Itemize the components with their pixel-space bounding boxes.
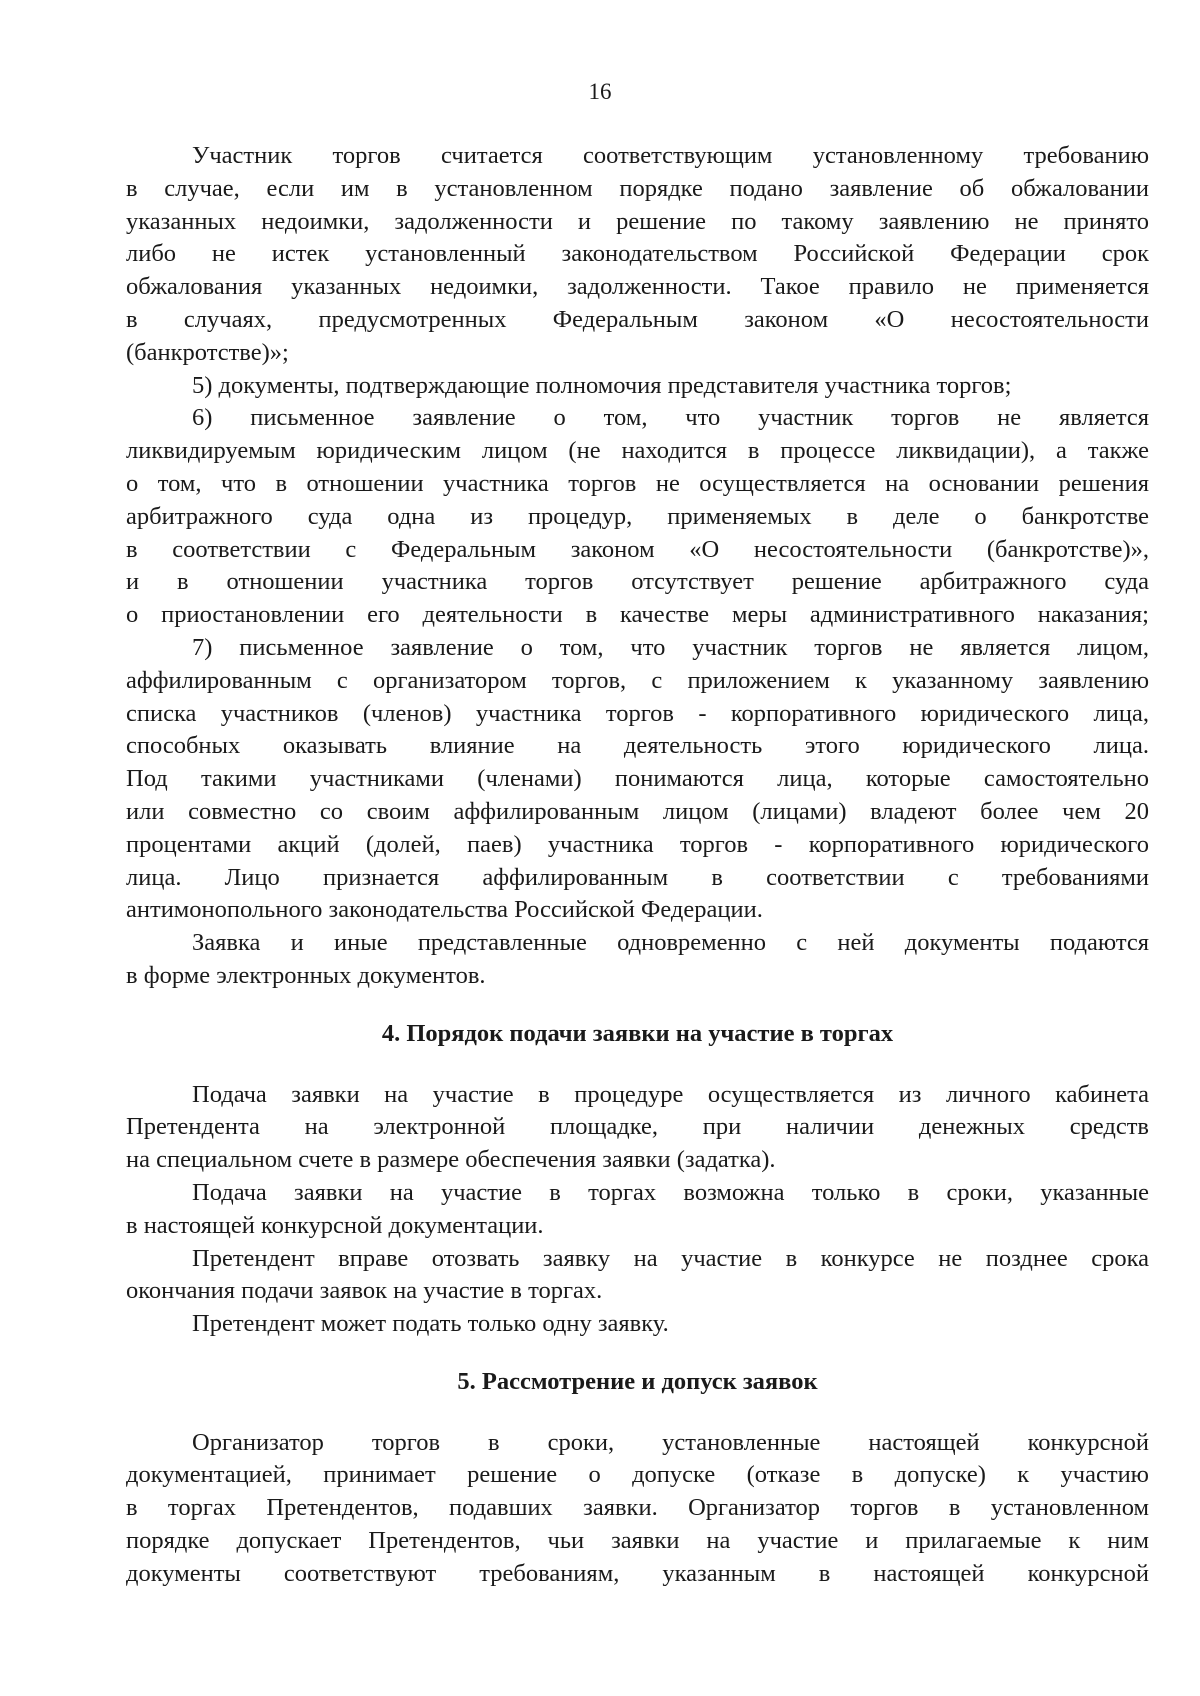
text-line: в соответствии с Федеральным законом «О несостоятельности (банкротстве)», bbox=[126, 535, 1149, 563]
text-line: Организатор торгов в сроки, установленные настоящей конкурсной bbox=[192, 1428, 1149, 1456]
text-line: обжалования указанных недоимки, задолженности. Такое правило не применяется bbox=[126, 273, 1149, 301]
text-line: в случаях, предусмотренных Федеральным законом «О несостоятельности bbox=[126, 305, 1149, 333]
page-number: 16 bbox=[588, 79, 612, 104]
text-line: лица. Лицо признается аффилированным в соответствии с требованиями bbox=[126, 863, 1149, 891]
text-line: документы соответствуют требованиям, указанным в настоящей конкурсной bbox=[126, 1559, 1149, 1587]
text-line: Участник торгов считается соответствующим установленному требованию bbox=[192, 142, 1149, 169]
list-item-7 bbox=[126, 632, 1149, 927]
text-line: в форме электронных документов. bbox=[126, 961, 486, 989]
text-line: Подача заявки на участие в процедуре осуществляется из личного кабинета bbox=[192, 1080, 1149, 1108]
text-line: Претендент вправе отозвать заявку на участие в конкурсе не позднее срока bbox=[192, 1244, 1149, 1272]
text-line: порядке допускает Претендентов, чьи заявки на участие и прилагаемые к ним bbox=[126, 1527, 1149, 1555]
text-line: 5) документы, подтверждающие полномочия представителя участника торгов; bbox=[192, 371, 1012, 399]
text-line: Заявка и иные представленные одновременно с ней документы подаются bbox=[192, 929, 1149, 957]
text-line: на специальном счете в размере обеспечения заявки (задатка). bbox=[126, 1146, 776, 1174]
text-line: указанных недоимки, задолженности и решение по такому заявлению не принято bbox=[126, 207, 1149, 235]
text-line: процентами акций (долей, паев) участника торгов - корпоративного юридического bbox=[126, 830, 1149, 858]
paragraph-electronic-forms bbox=[126, 927, 1149, 993]
text-line: и в отношении участника торгов отсутствует решение арбитражного суда bbox=[126, 568, 1149, 596]
text-line: Претендент может подать только одну заявку. bbox=[192, 1310, 669, 1338]
section4-paragraph-1 bbox=[126, 1079, 1149, 1177]
section4-paragraph-4 bbox=[126, 1308, 1149, 1341]
text-line: о приостановлении его деятельности в качестве меры административного наказания; bbox=[126, 601, 1149, 629]
text-line: 6) письменное заявление о том, что участник торгов не является bbox=[192, 404, 1149, 432]
text-line: арбитражного суда одна из процедур, применяемых в деле о банкротстве bbox=[126, 502, 1149, 530]
text-line: в настоящей конкурсной документации. bbox=[126, 1211, 544, 1239]
text-line: Претендента на электронной площадке, при наличии денежных средств bbox=[126, 1113, 1149, 1141]
list-item-5 bbox=[126, 370, 1149, 403]
text-line: способных оказывать влияние на деятельность этого юридического лица. bbox=[126, 732, 1149, 760]
text-line: антимонопольного законодательства Российской Федерации. bbox=[126, 896, 763, 924]
text-line: или совместно со своим аффилированным лицом (лицами) владеют более чем 20 bbox=[126, 797, 1149, 825]
text-line: 7) письменное заявление о том, что участник торгов не является лицом, bbox=[192, 633, 1149, 661]
paragraph-participant-compliance bbox=[126, 140, 1149, 370]
text-line: в случае, если им в установленном порядке подано заявление об обжаловании bbox=[126, 174, 1149, 202]
section-heading-4: 4. Порядок подачи заявки на участие в торгах bbox=[381, 1019, 894, 1047]
list-item-6 bbox=[126, 402, 1149, 632]
text-line: аффилированным с организатором торгов, с приложением к указанному заявлению bbox=[126, 666, 1149, 694]
text-line: Под такими участниками (членами) понимаются лица, которые самостоятельно bbox=[126, 765, 1149, 793]
section4-paragraph-3 bbox=[126, 1243, 1149, 1309]
section5-paragraph-1 bbox=[126, 1427, 1149, 1591]
text-line: окончания подачи заявок на участие в торгах. bbox=[126, 1277, 603, 1305]
text-line: либо не истек установленный законодательством Российской Федерации срок bbox=[126, 240, 1149, 268]
text-line: в торгах Претендентов, подавших заявки. Организатор торгов в установленном bbox=[126, 1494, 1149, 1522]
text-line: списка участников (членов) участника торгов - корпоративного юридического лица, bbox=[126, 699, 1149, 727]
text-line: документацией, принимает решение о допуске (отказе в допуске) к участию bbox=[126, 1461, 1149, 1489]
text-line: Подача заявки на участие в торгах возможна только в сроки, указанные bbox=[192, 1178, 1149, 1206]
section-heading-5: 5. Рассмотрение и допуск заявок bbox=[457, 1367, 818, 1395]
text-line: о том, что в отношении участника торгов не осуществляется на основании решения bbox=[126, 469, 1149, 497]
page-body bbox=[126, 140, 1149, 1591]
text-line: (банкротстве)»; bbox=[126, 338, 289, 366]
section4-paragraph-2 bbox=[126, 1177, 1149, 1243]
text-line: ликвидируемым юридическим лицом (не находится в процессе ликвидации), а также bbox=[126, 437, 1149, 465]
